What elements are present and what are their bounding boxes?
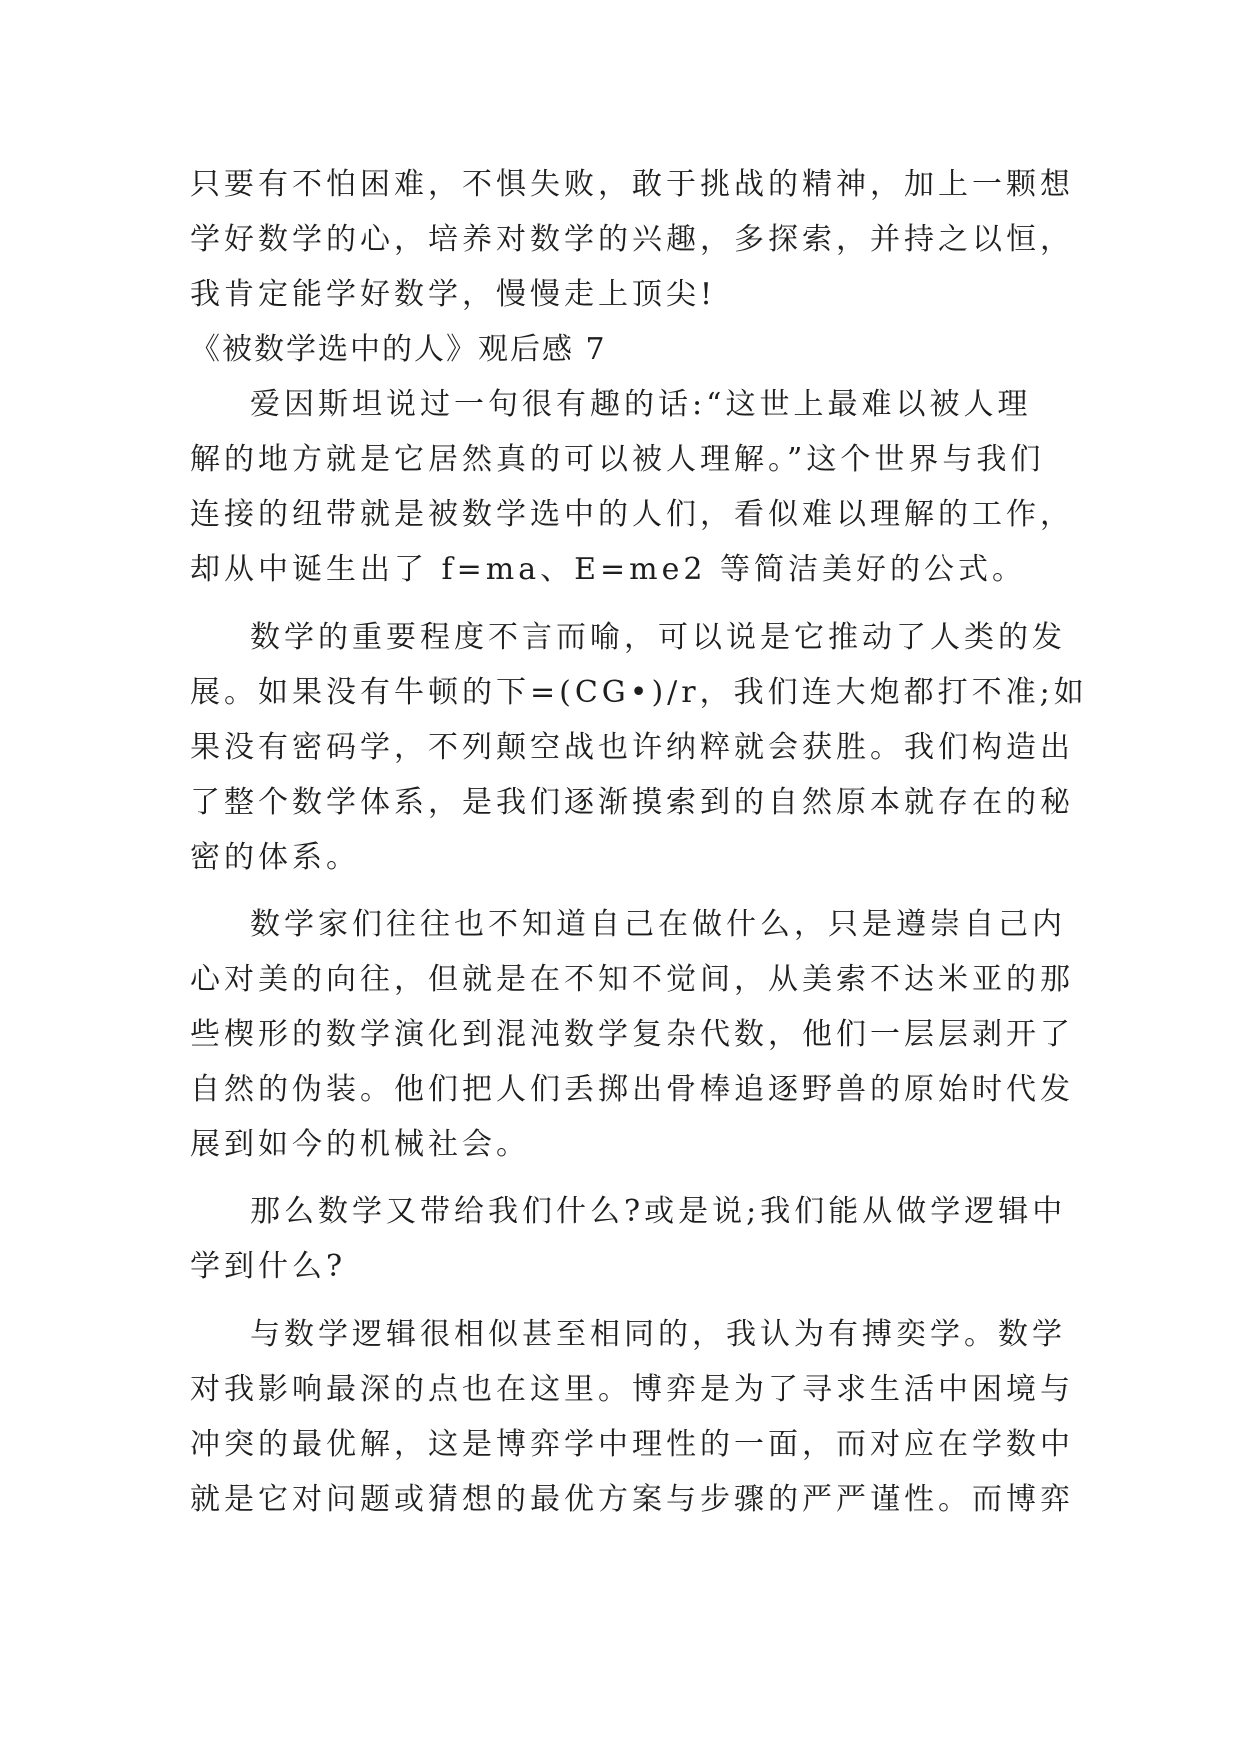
text-line: 果没有密码学，不列颠空战也许纳粹就会获胜。我们构造出: [190, 730, 1074, 765]
text-line: 那么数学又带给我们什么?或是说;我们能从做学逻辑中: [250, 1194, 1067, 1229]
text-line: 密的体系。: [190, 840, 360, 875]
text-line: 冲突的最优解，这是博弈学中理性的一面，而对应在学数中: [190, 1427, 1074, 1462]
section-heading: 《被数学选中的人》观后感 7: [190, 332, 607, 367]
text-line: 了整个数学体系，是我们逐渐摸索到的自然原本就存在的秘: [190, 785, 1074, 820]
text-line: 学好数学的心，培养对数学的兴趣，多探索，并持之以恒，: [190, 222, 1074, 257]
text-line: 些楔形的数学演化到混沌数学复杂代数，他们一层层剥开了: [190, 1017, 1074, 1052]
text-line: 却从中诞生出了 f=ma、E=me2 等简洁美好的公式。: [190, 552, 1026, 587]
text-line: 数学家们往往也不知道自己在做什么，只是遵崇自己内: [250, 907, 1066, 942]
text-line: 展到如今的机械社会。: [190, 1127, 530, 1162]
text-line: 我肯定能学好数学，慢慢走上顶尖!: [190, 277, 717, 312]
text-line: 数学的重要程度不言而喻，可以说是它推动了人类的发: [250, 620, 1066, 655]
text-line: 只要有不怕困难，不惧失败，敢于挑战的精神，加上一颗想: [190, 167, 1074, 202]
text-line: 对我影响最深的点也在这里。博弈是为了寻求生活中困境与: [190, 1372, 1074, 1407]
text-line: 爱因斯坦说过一句很有趣的话:“这世上最难以被人理: [250, 387, 1032, 422]
text-line: 解的地方就是它居然真的可以被人理解。”这个世界与我们: [190, 442, 1045, 477]
text-line: 就是它对问题或猜想的最优方案与步骤的严严谨性。而博弈: [190, 1482, 1074, 1517]
text-line: 与数学逻辑很相似甚至相同的，我认为有搏奕学。数学: [250, 1317, 1066, 1352]
text-line: 心对美的向往，但就是在不知不觉间，从美索不达米亚的那: [190, 962, 1074, 997]
text-line: 自然的伪装。他们把人们丢掷出骨棒追逐野兽的原始时代发: [190, 1072, 1074, 1107]
text-line: 展。如果没有牛顿的下=(CG•)/r，我们连大炮都打不准;如: [190, 675, 1088, 710]
text-line: 连接的纽带就是被数学选中的人们，看似难以理解的工作，: [190, 497, 1074, 532]
text-line: 学到什么?: [190, 1249, 347, 1284]
